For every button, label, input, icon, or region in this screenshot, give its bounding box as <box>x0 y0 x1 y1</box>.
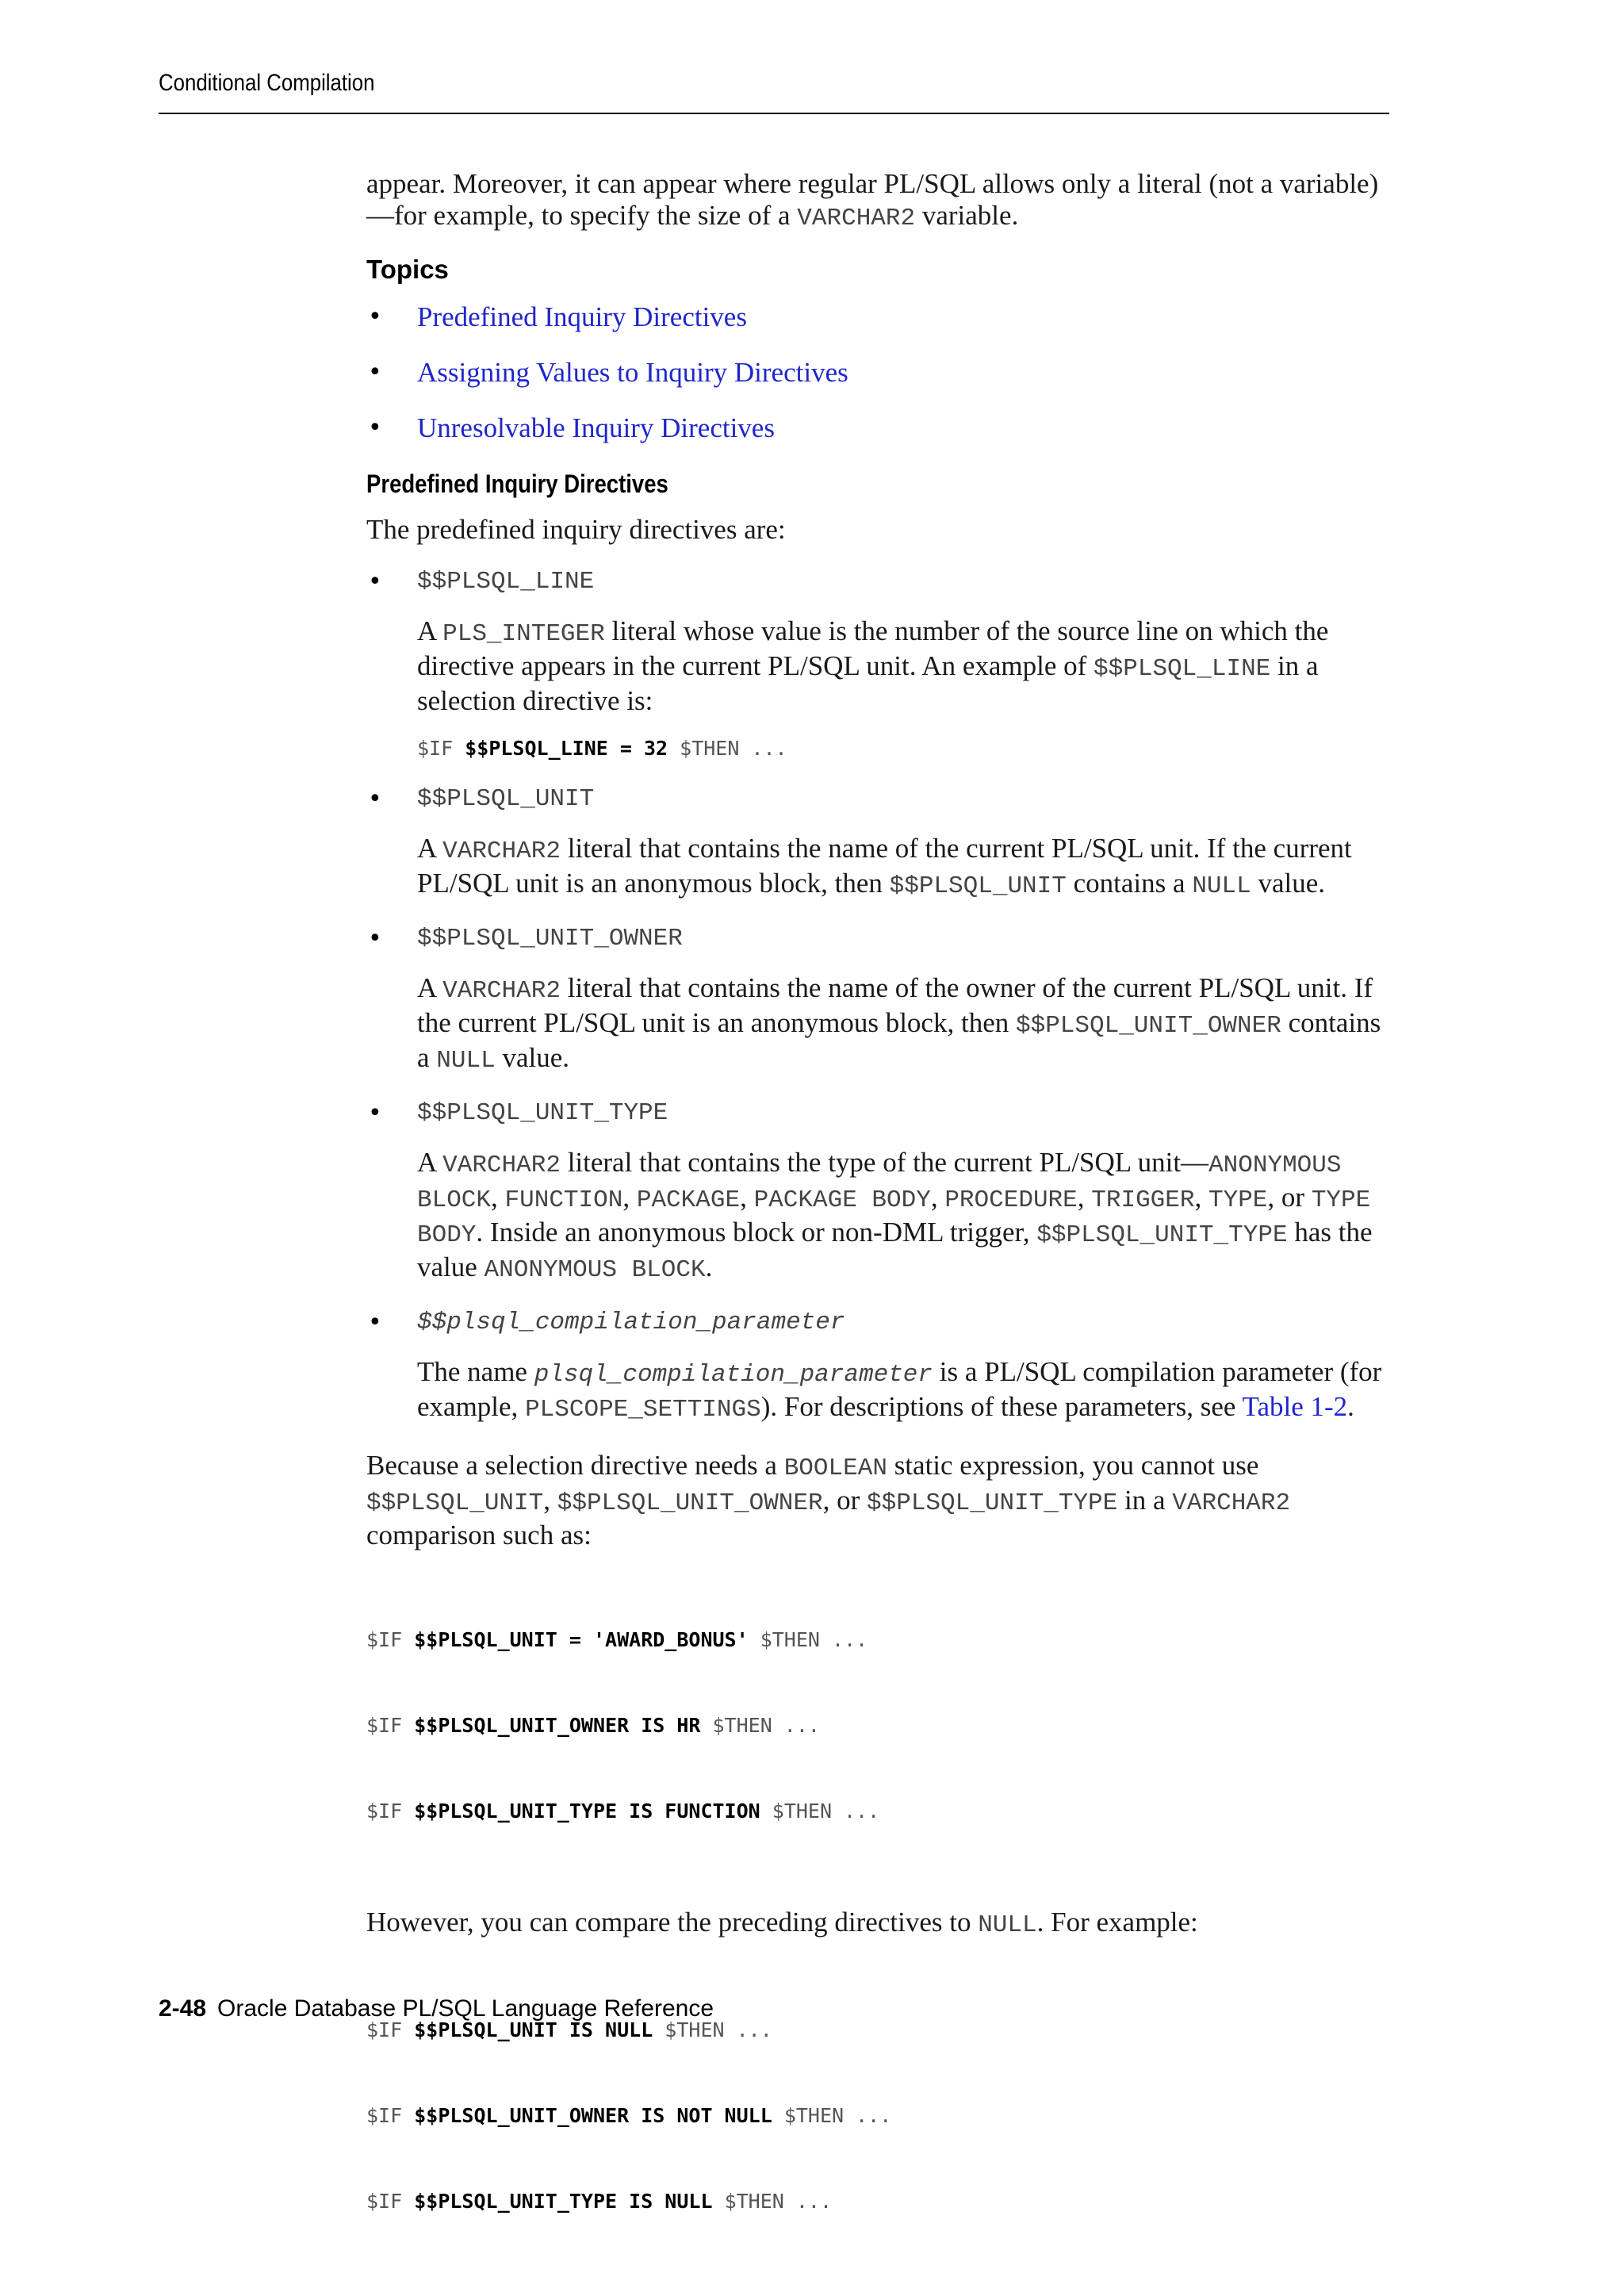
para-code: $$PLSQL_UNIT <box>366 1489 544 1517</box>
intro-line2b: variable. <box>915 200 1019 231</box>
code-line <box>366 1711 1397 1740</box>
para-text: comparison such as: <box>366 1520 592 1550</box>
code-text: $THEN ... <box>668 737 787 760</box>
desc-text: is a PL/SQL compilation parameter (for example, <box>417 1356 1382 1422</box>
table-link[interactable]: Table 1-2 <box>1242 1391 1348 1422</box>
code-text: $IF <box>366 2018 415 2041</box>
para-code: NULL <box>978 1911 1037 1939</box>
topic-item <box>366 412 1397 444</box>
desc-code: PACKAGE BODY <box>753 1186 931 1214</box>
desc-code: TYPE <box>1208 1186 1268 1214</box>
code-text: $THEN ... <box>760 1800 880 1823</box>
desc-text: literal that contains the type of the current PL/SQL unit— <box>560 1147 1209 1178</box>
para-code: BOOLEAN <box>783 1455 887 1482</box>
directive-plsql-unit-type <box>366 1098 1397 1286</box>
desc-code: PLS_INTEGER <box>442 620 605 648</box>
section-heading: Predefined Inquiry Directives <box>366 470 668 498</box>
desc-text: , <box>622 1182 637 1213</box>
code-text: $THEN ... <box>653 2018 772 2041</box>
intro-code: VARCHAR2 <box>797 205 916 232</box>
directive-plsql-unit-owner <box>366 923 1397 1077</box>
desc-text: contains a <box>417 1007 1381 1073</box>
code-bold: $$PLSQL_UNIT = 'AWARD_BONUS' <box>414 1628 749 1651</box>
desc-code: $$PLSQL_LINE <box>1094 655 1271 683</box>
desc-text: A <box>417 1147 443 1178</box>
directive-compilation-parameter <box>366 1307 1397 1426</box>
directive-name: • $$PLSQL_LINE <box>417 568 595 596</box>
code-block-comparisons <box>366 1569 1397 1883</box>
topic-item <box>366 357 1397 389</box>
desc-code: $$PLSQL_UNIT_TYPE <box>1036 1221 1288 1249</box>
desc-text: . <box>1347 1391 1354 1422</box>
directive-name: • $$PLSQL_UNIT <box>417 785 595 813</box>
desc-text: has the value <box>417 1217 1373 1282</box>
directive-description <box>417 1356 1397 1426</box>
code-bold: $$PLSQL_UNIT_TYPE IS FUNCTION <box>414 1800 760 1823</box>
code-text: $IF <box>366 2104 415 2127</box>
para-text: . For example: <box>1036 1907 1198 1938</box>
para-text: , or <box>822 1485 868 1516</box>
code-text: $IF <box>366 1800 415 1823</box>
desc-code: VARCHAR2 <box>442 1152 561 1179</box>
running-header: Conditional Compilation <box>159 70 375 96</box>
however-paragraph <box>366 1907 1397 1941</box>
header-rule <box>159 113 1389 114</box>
directive-description <box>417 972 1397 1077</box>
desc-code: $$PLSQL_UNIT_OWNER <box>1015 1012 1281 1040</box>
code-text: $IF <box>366 1714 415 1737</box>
section-intro: The predefined inquiry directives are: <box>366 514 786 545</box>
code-text: $IF <box>366 2190 415 2213</box>
desc-code: NULL <box>436 1047 496 1075</box>
desc-text: . <box>705 1251 713 1282</box>
code-bold: $$PLSQL_LINE = 32 <box>465 737 668 760</box>
para-text: Because a selection directive needs a <box>366 1450 784 1481</box>
desc-code: NULL <box>1192 872 1251 900</box>
para-text: static expression, you cannot use <box>887 1450 1259 1481</box>
para-code: $$PLSQL_UNIT_TYPE <box>867 1489 1118 1517</box>
page-footer <box>159 1995 714 2022</box>
code-text: $THEN ... <box>700 1714 820 1737</box>
code-text: $THEN ... <box>772 2104 892 2127</box>
desc-text: literal that contains the name of the owner of the current PL/SQL unit. If the current PL/SQL unit is an anonymous block, then <box>417 972 1373 1038</box>
desc-code: plsql_compilation_parameter <box>534 1361 933 1389</box>
directive-description <box>417 615 1397 717</box>
topic-link-predefined[interactable]: Predefined Inquiry Directives <box>417 301 747 332</box>
code-text: $THEN ... <box>748 1628 868 1651</box>
directive-description <box>417 833 1397 903</box>
desc-text: , or <box>1267 1182 1312 1213</box>
directive-description <box>417 1147 1397 1286</box>
desc-code: TRIGGER <box>1091 1186 1195 1214</box>
desc-text: , <box>930 1182 945 1213</box>
code-text: $THEN ... <box>712 2190 833 2213</box>
code-text: $IF <box>366 1628 415 1651</box>
code-example <box>417 734 1397 763</box>
topics-heading: Topics <box>366 255 449 284</box>
page-content <box>366 168 1397 2273</box>
code-bold: $$PLSQL_UNIT_OWNER IS NOT NULL <box>414 2104 772 2127</box>
desc-text: ). For descriptions of these parameters, see <box>760 1391 1243 1422</box>
desc-code: TYPE BODY <box>417 1186 1371 1249</box>
desc-text: The name <box>417 1356 534 1387</box>
para-text: However, you can compare the preceding directives to <box>366 1907 979 1938</box>
book-title: Oracle Database PL/SQL Language Reference <box>217 1995 714 2022</box>
code-bold: $$PLSQL_UNIT IS NULL <box>414 2018 653 2041</box>
topics-list <box>366 301 1397 444</box>
directive-name: • $$plsql_compilation_parameter <box>417 1309 845 1336</box>
intro-paragraph <box>366 168 1397 235</box>
directive-plsql-line <box>366 566 1397 763</box>
intro-line1: appear. Moreover, it can appear where regular PL/SQL allows only a literal (not a <box>366 168 1274 199</box>
directive-plsql-unit <box>366 784 1397 903</box>
desc-text: A <box>417 833 443 864</box>
desc-code: PACKAGE <box>636 1186 741 1214</box>
desc-text: , <box>1077 1182 1092 1213</box>
code-line <box>366 1626 1397 1654</box>
desc-code: FUNCTION <box>504 1186 623 1214</box>
desc-text: , <box>1194 1182 1208 1213</box>
desc-code: PLSCOPE_SETTINGS <box>525 1396 761 1424</box>
para-code: $$PLSQL_UNIT_OWNER <box>557 1489 823 1517</box>
boolean-paragraph <box>366 1450 1397 1551</box>
desc-text: A <box>417 972 443 1003</box>
directive-name: • $$PLSQL_UNIT_OWNER <box>417 925 683 953</box>
desc-text: , <box>740 1182 754 1213</box>
desc-code: $$PLSQL_UNIT <box>889 872 1067 900</box>
code-line <box>366 2102 1397 2130</box>
directive-name: • $$PLSQL_UNIT_TYPE <box>417 1099 668 1127</box>
code-line <box>366 2187 1397 2216</box>
directives-list <box>366 566 1397 1426</box>
para-text: in a <box>1117 1485 1173 1516</box>
code-text: $IF <box>417 737 465 760</box>
topic-link-unresolvable[interactable]: Unresolvable Inquiry Directives <box>417 412 775 443</box>
desc-text: A <box>417 615 443 646</box>
topic-item <box>366 301 1397 333</box>
code-line <box>366 1797 1397 1826</box>
code-bold: $$PLSQL_UNIT_TYPE IS NULL <box>414 2190 713 2213</box>
desc-text: . Inside an anonymous block or non-DML trigger, <box>476 1217 1037 1248</box>
desc-code: VARCHAR2 <box>442 838 561 865</box>
desc-text: literal whose value is the number of the source line on which the directive appears in the current PL/SQL unit. An example of <box>417 615 1329 681</box>
desc-text: in a selection directive is: <box>417 650 1319 716</box>
code-bold: $$PLSQL_UNIT_OWNER IS HR <box>414 1714 701 1737</box>
desc-text: value. <box>1251 868 1326 899</box>
desc-text: , <box>491 1182 505 1213</box>
page-number: 2-48 <box>159 1995 207 2022</box>
desc-text: contains a <box>1066 868 1193 899</box>
para-text: , <box>543 1485 557 1516</box>
desc-code: ANONYMOUS BLOCK <box>417 1152 1342 1214</box>
desc-code: VARCHAR2 <box>442 977 561 1005</box>
desc-text: value. <box>495 1042 570 1073</box>
desc-code: PROCEDURE <box>944 1186 1078 1214</box>
topic-link-assigning[interactable]: Assigning Values to Inquiry Directives <box>417 357 848 388</box>
desc-text: literal that contains the name of the current PL/SQL unit. If the current PL/SQL unit is an anonymous block, then <box>417 833 1352 899</box>
para-code: VARCHAR2 <box>1172 1489 1291 1517</box>
desc-code: ANONYMOUS BLOCK <box>484 1256 706 1284</box>
intro-line2a: variable)—for example, to specify the size of a <box>366 168 1379 231</box>
